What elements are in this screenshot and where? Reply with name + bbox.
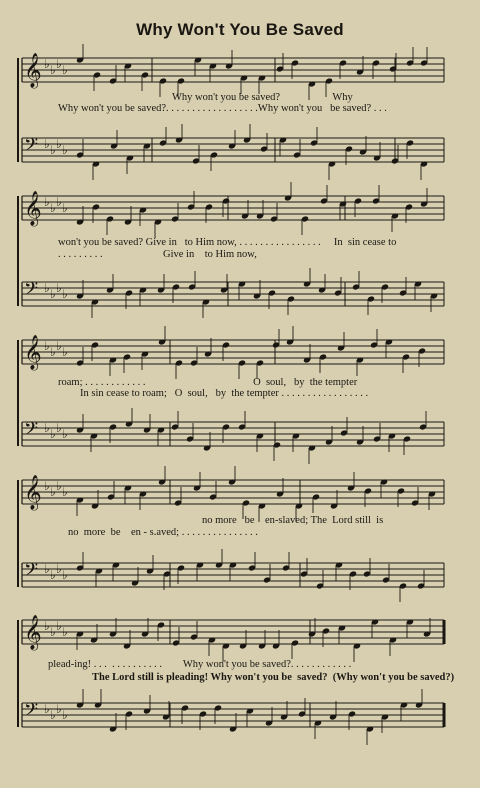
- flat-icon: ♭: [44, 195, 50, 209]
- treble-clef-icon: 𝄞: [24, 335, 42, 370]
- flat-icon: ♭: [50, 201, 56, 215]
- flat-icon: ♭: [56, 57, 62, 71]
- flat-icon: ♭: [44, 479, 50, 493]
- lyric-line: The Lord still is pleading! Why won't you be saved? (Why won't you be saved?): [92, 672, 455, 683]
- flat-icon: ♭: [62, 201, 68, 215]
- lyric-line: won't you be saved? Give in to Him now, . . . . . . . . . . . . . . . . In sin cease to: [58, 237, 397, 248]
- flat-icon: ♭: [62, 143, 68, 157]
- flat-icon: ♭: [56, 619, 62, 633]
- lyric-line: Why won't you be saved?. . . . . . . . . . . . . . . . . .Why won't you be saved? . . .: [58, 103, 387, 114]
- flat-icon: ♭: [62, 63, 68, 77]
- treble-clef-icon: 𝄞: [24, 53, 42, 88]
- flat-icon: ♭: [56, 562, 62, 576]
- flat-icon: ♭: [50, 287, 56, 301]
- flat-icon: ♭: [50, 485, 56, 499]
- lyric-line: no more be en-slaved; The Lord still is: [202, 515, 384, 526]
- flat-icon: ♭: [56, 281, 62, 295]
- flat-icon: ♭: [56, 702, 62, 716]
- flat-icon: ♭: [44, 421, 50, 435]
- bass-clef-icon: 𝄢: [24, 419, 39, 444]
- flat-icon: ♭: [56, 137, 62, 151]
- flat-icon: ♭: [56, 195, 62, 209]
- flat-icon: ♭: [44, 702, 50, 716]
- bass-clef-icon: 𝄢: [24, 700, 39, 725]
- flat-icon: ♭: [44, 619, 50, 633]
- lyric-line: Why won't you be saved? Why: [172, 92, 353, 103]
- lyric-line: roam; . . . . . . . . . . . . O soul, by the tempter: [58, 377, 358, 388]
- flat-icon: ♭: [62, 345, 68, 359]
- flat-icon: ♭: [56, 421, 62, 435]
- flat-icon: ♭: [56, 339, 62, 353]
- flat-icon: ♭: [50, 345, 56, 359]
- flat-icon: ♭: [44, 281, 50, 295]
- lyric-line: In sin cease to roam; O soul, by the tempter . . . . . . . . . . . . . . . . .: [80, 388, 369, 399]
- flat-icon: ♭: [50, 63, 56, 77]
- flat-icon: ♭: [62, 568, 68, 582]
- flat-icon: ♭: [62, 427, 68, 441]
- flat-icon: ♭: [62, 708, 68, 722]
- treble-clef-icon: 𝄞: [24, 615, 42, 650]
- lyric-line: . . . . . . . . . Give in to Him now,: [58, 249, 257, 260]
- flat-icon: ♭: [62, 287, 68, 301]
- flat-icon: ♭: [62, 625, 68, 639]
- flat-icon: ♭: [50, 143, 56, 157]
- flat-icon: ♭: [50, 568, 56, 582]
- bass-clef-icon: 𝄢: [24, 560, 39, 585]
- flat-icon: ♭: [44, 339, 50, 353]
- lyric-line: no more be en - s.aved; . . . . . . . . . . . . . . .: [68, 527, 258, 538]
- flat-icon: ♭: [44, 562, 50, 576]
- flat-icon: ♭: [50, 427, 56, 441]
- lyric-line: plead-ing! . . . . . . . . . . . . . Why won't you be saved?. . . . . . . . . . . .: [48, 659, 352, 670]
- flat-icon: ♭: [44, 57, 50, 71]
- bass-clef-icon: 𝄢: [24, 135, 39, 160]
- flat-icon: ♭: [50, 625, 56, 639]
- flat-icon: ♭: [62, 485, 68, 499]
- flat-icon: ♭: [56, 479, 62, 493]
- treble-clef-icon: 𝄞: [24, 475, 42, 510]
- treble-clef-icon: 𝄞: [24, 191, 42, 226]
- bass-clef-icon: 𝄢: [24, 279, 39, 304]
- hymn-title: Why Won't You Be Saved: [136, 20, 344, 39]
- flat-icon: ♭: [44, 137, 50, 151]
- flat-icon: ♭: [50, 708, 56, 722]
